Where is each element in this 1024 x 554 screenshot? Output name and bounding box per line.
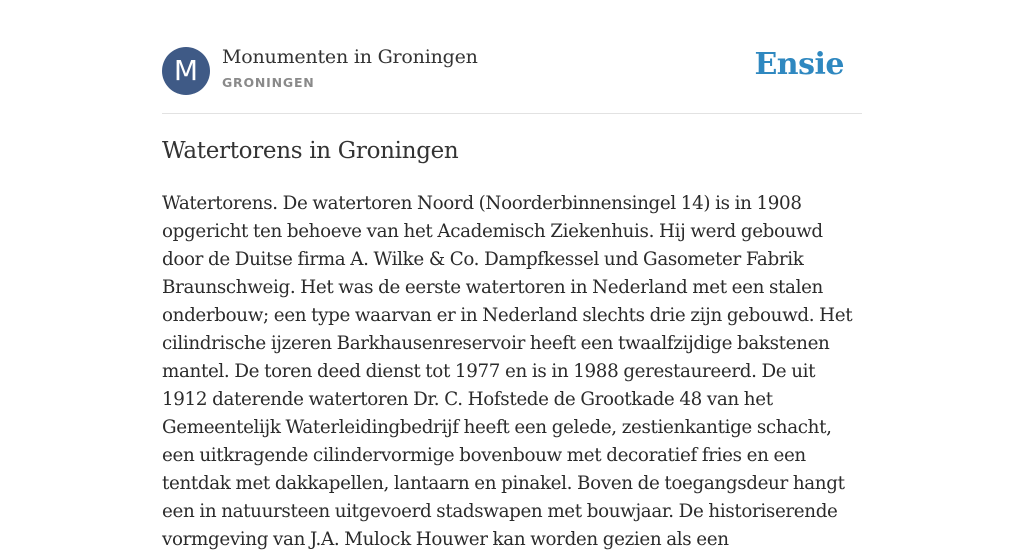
article-body: Watertorens. De watertoren Noord (Noorderbinnensingel 14) is in 1908 opgericht ten behoeve van het Academisch Ziekenhuis. Hij werd gebouwd door de Duitse firma A. Wilke & Co. Dampfkessel und Gasometer Fabrik Braunschweig. Het was de eerste watertoren in Nederland met een stalen onderbouw; een type waarvan er in Nederland slechts drie zijn gebouwd. Het cilindrische ijzeren Barkhausenreservoir heeft een twaalfzijdige bakstenen mantel. De toren deed dienst tot 1977 en is in 1988 gerestaureerd. De uit 1912 daterende watertoren Dr. C. Hofstede de Grootkade 48 van het Gemeentelijk Waterleidingbedrijf heeft een gelede, zestienkantige schacht, een uitkragende cilindervormige bovenbouw met decoratief fries en een tentdak met dakkapellen, lantaarn en pinakel. Boven de toegangsdeur hangt een in natuursteen uitgevoerd stadswapen met bouwjaar. De historiserende vormgeving van J.A. Mulock Houwer kan worden gezien als een bbox=[162, 193, 853, 550]
avatar-letter: M bbox=[173, 54, 199, 87]
article-title: Watertorens in Groningen bbox=[162, 138, 459, 164]
page-container bbox=[162, 0, 862, 550]
ensie-logo[interactable]: Ensie bbox=[754, 47, 844, 82]
site-avatar[interactable] bbox=[162, 47, 210, 95]
site-header bbox=[162, 0, 862, 114]
site-subtitle: GRONINGEN bbox=[222, 75, 315, 90]
site-title-link[interactable]: Monumenten in Groningen bbox=[222, 46, 478, 68]
